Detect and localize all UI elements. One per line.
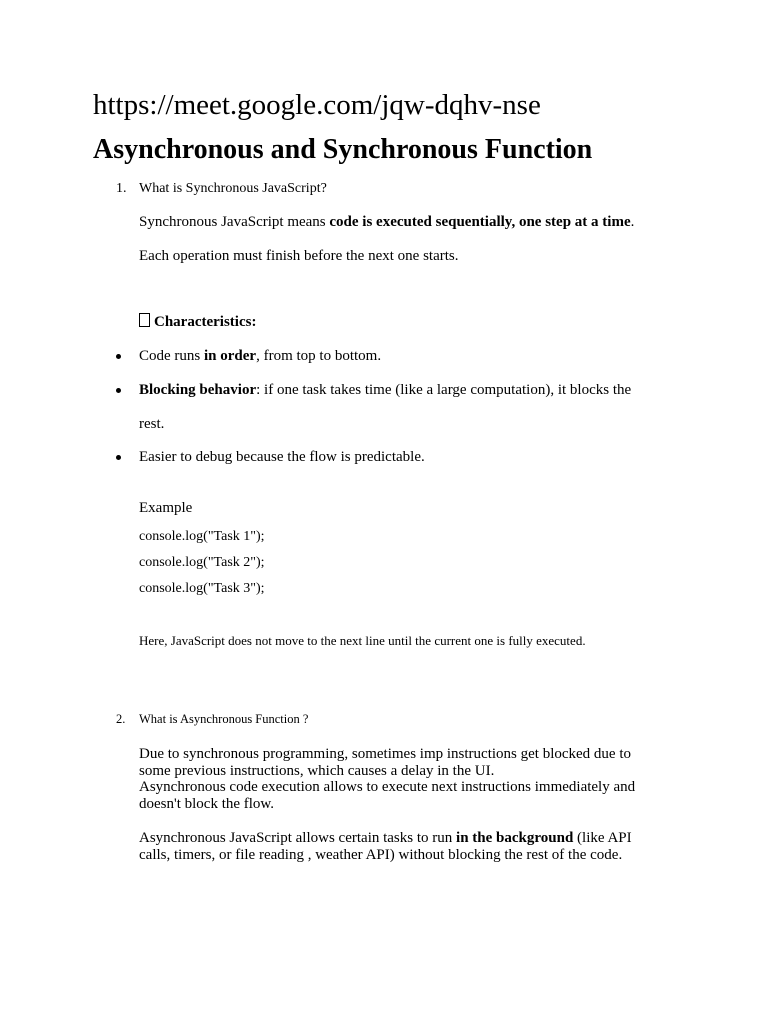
- question-asynchronous: What is Asynchronous Function ?: [139, 712, 309, 726]
- meeting-url[interactable]: https://meet.google.com/jqw-dqhv-nse: [93, 89, 541, 121]
- checkbox-icon: [139, 313, 150, 327]
- bullet-icon: [116, 354, 121, 359]
- each-operation-text: Each operation must finish before the next one starts.: [139, 248, 459, 264]
- bullet-icon: [116, 455, 121, 460]
- paragraph-line: Asynchronous JavaScript allows certain tasks to run in the background (like API: [139, 830, 632, 846]
- paragraph-line: doesn't block the flow.: [139, 795, 275, 812]
- synchronous-definition: Synchronous JavaScript means code is executed sequentially, one step at a time.: [139, 214, 635, 230]
- code-line: console.log("Task 3");: [139, 581, 265, 596]
- bullet-icon: [116, 388, 121, 393]
- asynchronous-paragraph-2: [139, 830, 659, 863]
- list-item: Blocking behavior: if one task takes time (like a large computation), it blocks the: [139, 382, 632, 398]
- list-number-1: 1.: [116, 181, 127, 196]
- paragraph-line: some previous instructions, which causes a delay in the UI.: [139, 762, 495, 779]
- example-label: Example: [139, 500, 193, 516]
- document-title: Asynchronous and Synchronous Function: [93, 134, 593, 165]
- code-line: console.log("Task 1");: [139, 529, 265, 544]
- characteristics-heading: Characteristics:: [139, 313, 256, 331]
- code-line: console.log("Task 2");: [139, 555, 265, 570]
- paragraph-line: Due to synchronous programming, sometimes imp instructions get blocked due to: [139, 746, 632, 762]
- explanation-text: Here, JavaScript does not move to the next line until the current one is fully executed.: [139, 633, 586, 648]
- paragraph-line: Asynchronous code execution allows to execute next instructions immediately and: [139, 779, 636, 795]
- paragraph-line: calls, timers, or file reading , weather API) without blocking the rest of the code.: [139, 846, 623, 863]
- question-synchronous: What is Synchronous JavaScript?: [139, 181, 327, 196]
- list-number-2: 2.: [116, 712, 126, 726]
- list-item: Code runs in order, from top to bottom.: [139, 348, 382, 364]
- asynchronous-paragraph-1: [139, 746, 659, 812]
- list-item: Easier to debug because the flow is predictable.: [139, 449, 425, 465]
- list-item-continuation: rest.: [139, 416, 165, 432]
